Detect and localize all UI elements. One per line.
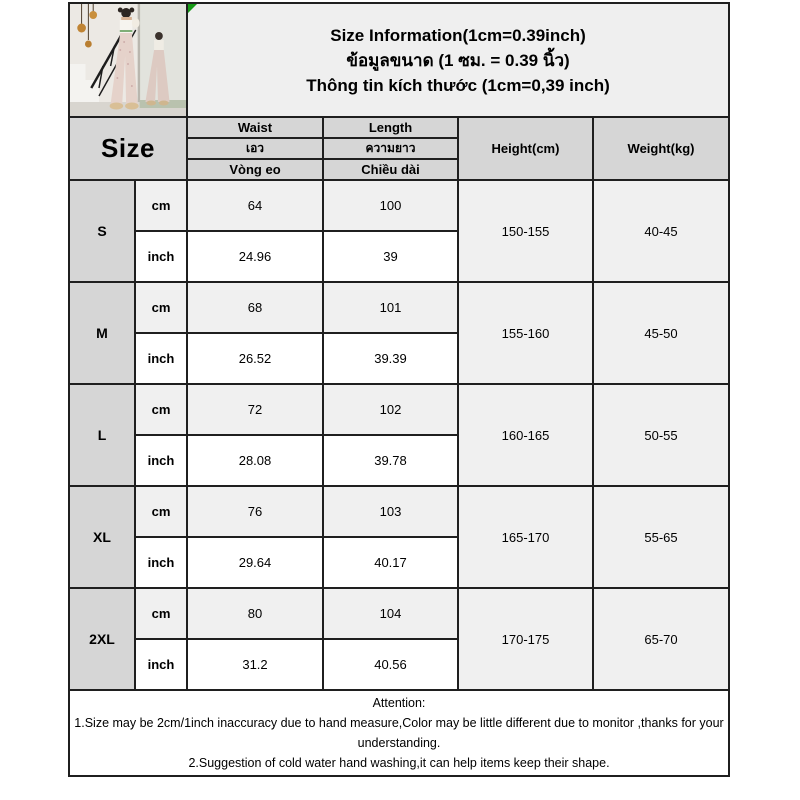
weight-range: 40-45 (593, 180, 729, 282)
size-label-s: S (69, 180, 135, 282)
attention-line-1: 1.Size may be 2cm/1inch inaccuracy due to hand measure,Color may be little different due to monitor ,thanks for your understanding. (74, 716, 724, 750)
unit-inch: inch (135, 639, 187, 690)
waist-inch-value: 26.52 (187, 333, 323, 384)
waist-inch-value: 31.2 (187, 639, 323, 690)
weight-range: 45-50 (593, 282, 729, 384)
length-cm-value: 100 (323, 180, 458, 231)
length-header-vi: Chiều dài (323, 159, 458, 180)
weight-header: Weight(kg) (593, 117, 729, 180)
title-english: Size Information(1cm=0.39inch) (330, 25, 586, 45)
height-range: 150-155 (458, 180, 593, 282)
waist-inch-value: 24.96 (187, 231, 323, 282)
size-chart-sheet (68, 2, 730, 777)
unit-inch: inch (135, 231, 187, 282)
weight-range: 50-55 (593, 384, 729, 486)
size-label-m: M (69, 282, 135, 384)
unit-inch: inch (135, 537, 187, 588)
unit-cm: cm (135, 486, 187, 537)
size-label-xl: XL (69, 486, 135, 588)
length-header-th: ความยาว (323, 138, 458, 159)
length-cm-value: 101 (323, 282, 458, 333)
title-vietnamese: Thông tin kích thước (1cm=0,39 inch) (306, 75, 610, 95)
length-header-en: Length (323, 117, 458, 138)
weight-range: 55-65 (593, 486, 729, 588)
length-inch-value: 40.17 (323, 537, 458, 588)
weight-range: 65-70 (593, 588, 729, 690)
waist-header-th: เอว (187, 138, 323, 159)
unit-cm: cm (135, 588, 187, 639)
size-column-header: Size (69, 117, 187, 180)
waist-cm-value: 68 (187, 282, 323, 333)
length-cm-value: 104 (323, 588, 458, 639)
height-range: 165-170 (458, 486, 593, 588)
attention-title: Attention: (372, 696, 426, 710)
size-label-2xl: 2XL (69, 588, 135, 690)
header-row-en (69, 117, 729, 138)
title-row (69, 3, 729, 117)
size-table (68, 2, 730, 777)
attention-row (69, 690, 729, 776)
length-cm-value: 102 (323, 384, 458, 435)
height-range: 160-165 (458, 384, 593, 486)
waist-inch-value: 28.08 (187, 435, 323, 486)
table-row-2xl-cm (69, 588, 729, 639)
product-photo (70, 4, 186, 116)
waist-header-en: Waist (187, 117, 323, 138)
unit-cm: cm (135, 282, 187, 333)
unit-cm: cm (135, 180, 187, 231)
attention-note (69, 690, 729, 776)
table-row-m-cm (69, 282, 729, 333)
unit-inch: inch (135, 333, 187, 384)
waist-cm-value: 76 (187, 486, 323, 537)
length-inch-value: 39.78 (323, 435, 458, 486)
table-row-s-cm (69, 180, 729, 231)
table-row-xl-cm (69, 486, 729, 537)
length-inch-value: 39 (323, 231, 458, 282)
size-label-l: L (69, 384, 135, 486)
length-inch-value: 39.39 (323, 333, 458, 384)
height-header: Height(cm) (458, 117, 593, 180)
height-range: 155-160 (458, 282, 593, 384)
waist-cm-value: 64 (187, 180, 323, 231)
waist-cm-value: 72 (187, 384, 323, 435)
waist-cm-value: 80 (187, 588, 323, 639)
waist-header-vi: Vòng eo (187, 159, 323, 180)
length-inch-value: 40.56 (323, 639, 458, 690)
height-range: 170-175 (458, 588, 593, 690)
product-photo-cell (69, 3, 187, 117)
length-cm-value: 103 (323, 486, 458, 537)
comment-marker-icon (188, 4, 197, 13)
waist-inch-value: 29.64 (187, 537, 323, 588)
title-thai: ข้อมูลขนาด (1 ซม. = 0.39 นิ้ว) (346, 50, 570, 70)
unit-cm: cm (135, 384, 187, 435)
unit-inch: inch (135, 435, 187, 486)
table-row-l-cm (69, 384, 729, 435)
size-information-title-cell (187, 3, 729, 117)
attention-line-2: 2.Suggestion of cold water hand washing,it can help items keep their shape. (188, 756, 610, 770)
